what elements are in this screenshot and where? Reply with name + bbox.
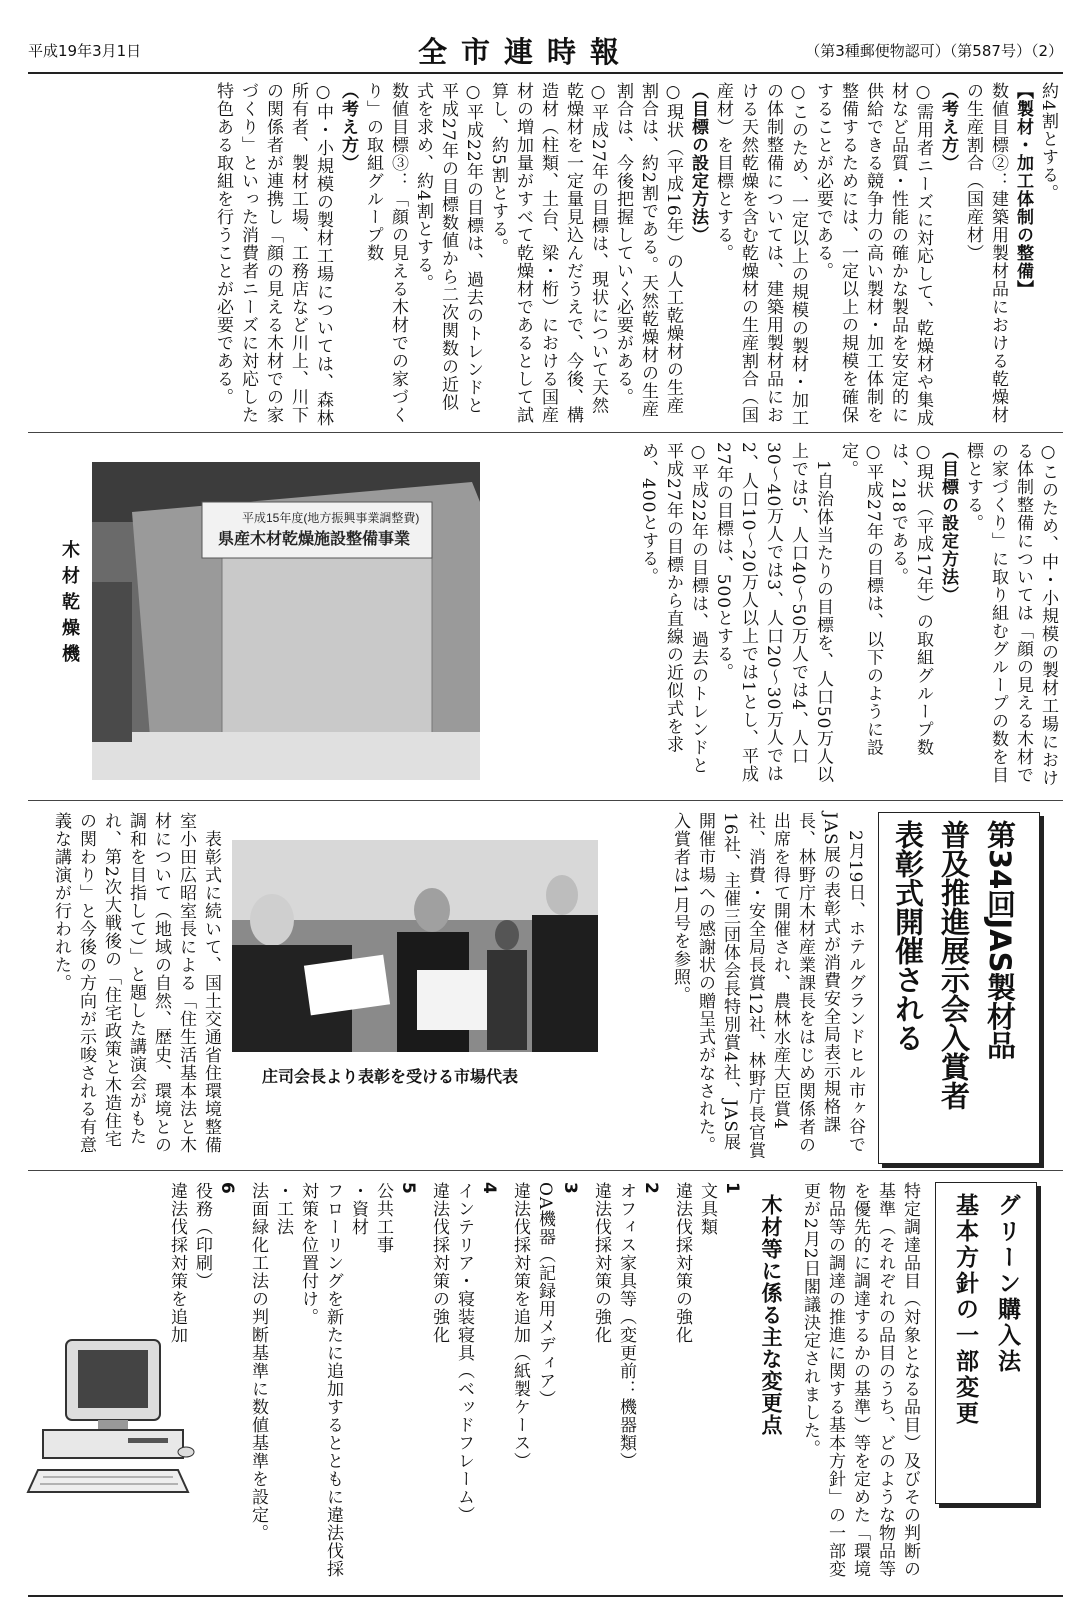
paragraph: ○平成27年の目標は、現状について天然乾燥材を一定量見込んだうえで、今後、構造材（柱類、土台、梁・桁）における国産材の増加量がすべて乾燥材であるとして試算し、約5割とする。: [488, 82, 608, 424]
section-heading: （目標の設定方法）: [938, 442, 958, 604]
change-item-number: 4: [479, 1182, 499, 1195]
paragraph: ○需用者ニーズに対応して、乾燥材や集成材など品質・性能の確かな製品を安定的に供給できる競争力の高い製材・加工体制を整備するためには、一定以上の規模を確保することが必要である。: [813, 82, 933, 427]
computer-illustration: [28, 1330, 198, 1500]
article-production-targets: [30, 82, 1060, 427]
paragraph: ○現状（平成17年）の取組グループ数は、218である。: [888, 442, 933, 757]
green-headline-line1: グリーン購入法: [994, 1193, 1020, 1375]
change-item-line: インテリア・寝装寝具（ベッドフレーム）: [454, 1182, 474, 1524]
paragraph: ○平成27年の目標は、以下のように設定。: [838, 442, 883, 757]
award-ceremony-photo: [232, 840, 598, 1052]
change-item-line: 違法伐採対策の強化: [591, 1182, 611, 1344]
change-item: [245, 1182, 420, 1582]
masthead: [28, 35, 1063, 72]
change-item: [507, 1182, 582, 1582]
paragraph: ○現状（平成16年）の人工乾燥材の生産割合は、約2割である。天然乾燥材の生産割合は、今後把握していく必要がある。: [613, 82, 683, 418]
jas-headline-line1: 第34回JAS製材品: [983, 820, 1017, 1060]
section-heading: 【製材・加工体制の整備】: [1013, 82, 1033, 298]
change-item-line: 公共工事: [373, 1182, 393, 1254]
photo-sign-line1: 平成15年度(地方振興事業調整費): [242, 511, 420, 525]
change-item-number: 1: [722, 1182, 742, 1195]
section-heading: （目標の設定方法）: [688, 82, 708, 244]
award-photo-caption: 庄司会長より表彰を受ける市場代表: [262, 1067, 519, 1086]
paragraph: ○このため、一定以上の規模の製材・加工の体制整備については、建築用製材品における天然乾燥を含む乾燥材の生産割合（国産材）を目標とする。: [713, 82, 808, 427]
change-item-number: 3: [560, 1182, 580, 1195]
change-item-line: 法面緑化工法の判断基準に数値基準を設定。: [248, 1182, 268, 1542]
change-item-line: 違法伐採対策の強化: [672, 1182, 692, 1344]
change-item-line: 違法伐採対策の強化: [429, 1182, 449, 1344]
change-item: [669, 1182, 744, 1582]
header-rule: [28, 72, 1063, 74]
paragraph: 表彰式に続いて、国土交通省住環境整備室小田広昭室長による「住生活基本法と木材について（地域の自然、歴史、環境との調和を目指して）」と題した講演会がもたれ、第2次大戦後の「住宅政策と木造住宅の関わり」と今後の方向が示唆される有意義な講演が行われた。: [51, 812, 221, 1154]
change-item-number: 5: [398, 1182, 418, 1195]
paragraph: 数値目標③：「顔の見える木材での家づくり」の取組グループ数: [363, 82, 408, 424]
change-item-line: 違法伐採対策を追加（紙製ケース）: [510, 1182, 530, 1470]
photo-sign-line2: 県産木材乾燥施設整備事業: [218, 531, 411, 548]
desktop-computer-icon: [28, 1330, 198, 1500]
green-headline-line2: 基本方針の一部変更: [952, 1193, 978, 1427]
issue-date: 平成19年3月1日: [28, 42, 142, 60]
change-item-line: ・工法: [273, 1182, 293, 1236]
paragraph: 1自治体当たりの目標を、人口50万人以上では5、人口40～50万人では4、人口30～40万人では3、人口20～30万人では2、人口10～20万人以上では1とし、平成27年の目標は、500とする。: [713, 442, 833, 784]
change-item-line: フローリングを新たに追加するとともに違法伐採対策を位置付け。: [298, 1182, 343, 1578]
paragraph: ○平成22年の目標は、過去のトレンドと平成27年の目標から直線の近似式を求め、400とする。: [638, 442, 708, 775]
section-heading: （考え方）: [938, 82, 958, 172]
change-item-number: 6: [217, 1182, 237, 1195]
footer-rule: [28, 1595, 1063, 1597]
change-item: [426, 1182, 501, 1582]
lecture-article-body: [28, 812, 223, 1162]
jas-headline-line2: 普及推進展示会入賞者: [937, 820, 971, 1110]
section-divider: [28, 800, 1063, 801]
jas-article-body: [612, 812, 867, 1162]
wood-dryer-illustration: [92, 462, 480, 780]
paragraph: ○平成22年の目標は、過去のトレンドと平成27年の目標数値から二次関数の近似式を求め、約4割とする。: [413, 82, 483, 415]
change-item-line: ・資材: [348, 1182, 368, 1236]
publication-info: （第3種郵便物認可）（第587号）（2）: [805, 42, 1063, 60]
section-heading: （考え方）: [338, 82, 358, 172]
change-item-line: オフィス家具等（変更前：機器類）: [616, 1182, 636, 1470]
green-subhead: 木材等に係る主な変更点: [759, 1194, 783, 1436]
paragraph: ○中・小規模の製材工場については、森林所有者、製材工場、工務店など川上、川下の関係者が連携し「顔の見える木材での家づくり」といった消費者ニーズに対応した特色ある取組を行うことが必要である。: [213, 82, 333, 427]
change-item-number: 2: [641, 1182, 661, 1195]
paragraph: 約4割とする。: [1038, 82, 1058, 202]
article-group-targets: [535, 442, 1060, 787]
wood-dryer-caption: 木材乾燥機: [59, 540, 80, 670]
award-ceremony-illustration: [232, 840, 598, 1052]
paragraph: ○このため、中・小規模の製材工場における体制整備については「顔の見える木材での家づくり」に取り組むグループの数を目標とする。: [963, 442, 1058, 787]
change-item-line: 違法伐採対策を追加: [167, 1182, 187, 1344]
paragraph: 数値目標②：建築用製材品における乾燥材の生産割合（国産材）: [963, 82, 1008, 424]
change-item-line: 文具類: [697, 1182, 717, 1236]
change-item-line: OA機器（記録用メディア）: [535, 1182, 555, 1409]
change-item-line: 役務（印刷）: [192, 1182, 212, 1290]
paragraph: 2月19日、ホテルグランドヒル市ヶ谷でJAS展の表彰式が消費安全局表示規格課長、林野庁木材産業課長をはじめ関係者の出席を得て開催され、農林水産大臣賞4社、消費・安全局長賞12社、林野庁長官賞16社、主催三団体会長特別賞4社、JAS展開催市場への感謝状の贈呈式がなされた。入賞者は1月号を参照。: [670, 812, 865, 1160]
change-item: [588, 1182, 663, 1582]
section-divider: [28, 1170, 1063, 1171]
green-intro: 特定調達品目（対象となる品目）及びその判断の基準（それぞれの品目のうち、どのような物品等を優先的に調達するかの基準）等を定めた「環境物品等の調達の推進に関する基本方針」の一部変更が2月2日閣議決定されました。: [800, 1182, 920, 1578]
section-divider: [28, 432, 1063, 433]
green-headline-box: [935, 1182, 1037, 1504]
jas-headline-box: [878, 812, 1040, 1164]
jas-headline-line3: 表彰式開催される: [891, 820, 925, 1052]
newspaper-title: 全市連時報: [418, 35, 634, 69]
green-article-body: [167, 1182, 922, 1582]
wood-dryer-photo: [92, 462, 480, 780]
